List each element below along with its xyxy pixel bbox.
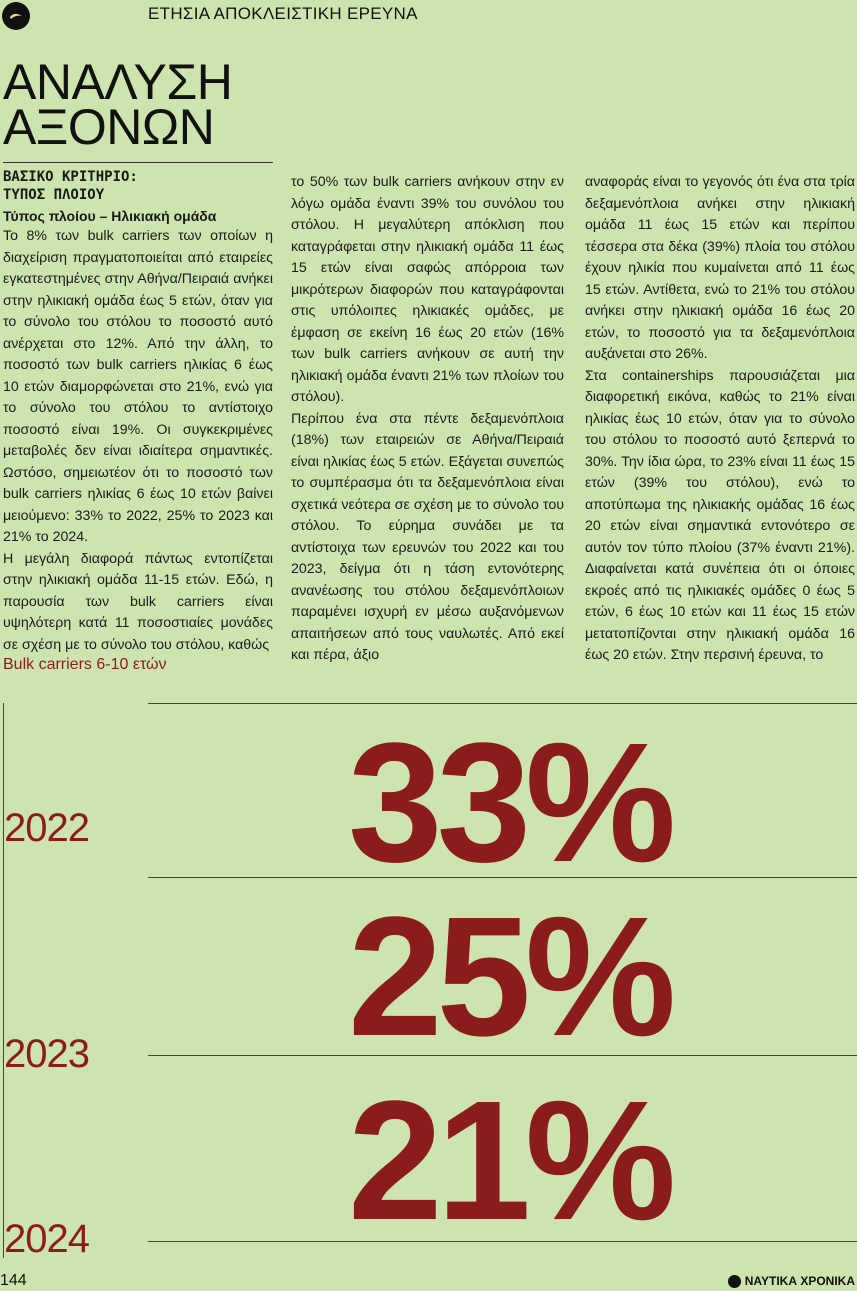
kicker: [3, 168, 273, 204]
article-title-line1: ΑΝΑΛΥΣΗ: [3, 54, 233, 110]
paragraph: Η μεγάλη διαφορά πάντως εντοπίζεται στην ηλικιακή ομάδα 11-15 ετών. Εδώ, η παρουσία των bulk carriers είναι υψηλότερη κατά 11 ποσοστιαίες μονάδες σε σχέση με το σύνολο του στόλου, καθώς: [3, 550, 273, 653]
chart-value-label: 25%: [348, 882, 671, 1072]
text-column-2: [291, 172, 564, 667]
page-number: 144: [0, 1272, 27, 1289]
paragraph: Στα containerships παρουσιάζεται μια διαφορετική εικόνα, καθώς το 21% είναι ηλικίας έως 10 ετών, όταν για το σύνολο του στόλου το ποσοστό αυτό ξεπερνά το 30%. Την ίδια ώρα, το 23% είναι 11 έως 15 ετών (39% του στόλου), ενώ το αποτύπωμα της ηλικιακής ομάδας 16 έως 20 ετών είναι σημαντικά εντονότερο σε αυτόν τον τύπο πλοίου (37% έναντι 21%). Διαφαίνεται κατά συνέπεια ότι οι όποιες εκροές από τις ηλικιακές ομάδες 0 έως 5 ετών, 6 έως 10 ετών και 11 έως 15 ετών μετατοπίζονται στην ηλικιακή ομάδα 16 έως 20 ετών. Στην περσινή έρευνα, το: [585, 367, 855, 663]
paragraph: Περίπου ένα στα πέντε δεξαμενόπλοια (18%) των εταιρειών σε Αθήνα/Πειραιά είναι ηλικίας έως 5 ετών. Εξάγεται συνεπώς το συμπέρασμα ότι τα δεξαμενόπλοια είναι σχετικά νεότερα σε σχέση με το σύνολο του στόλου. Το εύρημα συνάδει με τα αντίστοιχα των ερευνών του 2022 και του 2023, δείγμα ότι η τάση εντονότερης ανανέωσης του στόλου δεξαμενόπλοιων παραμένει ισχυρή εν μέσω αυξανόμενων απαιτήσεων από τους ναυλωτές. Από εκεί και πέρα, άξιο: [291, 410, 564, 663]
subhead: Τύπος πλοίου – Ηλικιακή ομάδα: [3, 208, 217, 224]
brand-name: ΝΑΥΤΙΚΑ ΧΡΟΝΙΚΑ: [744, 1274, 855, 1288]
wave-icon: [8, 8, 24, 24]
text-column-3: [585, 172, 855, 667]
paragraph: το 50% των bulk carriers ανήκουν στην εν λόγω ομάδα έναντι 39% του συνόλου του στόλου. Η μεγαλύτερη απόκλιση που καταγράφεται στην ηλικιακή ομάδα 11 έως 15 ετών είναι σαφώς απόρροια των μικρότερων διαφορών που καταγράφονται στις υπόλοιπες ηλικιακές ομάδες, με έμφαση σε εκείνη 16 έως 20 ετών (16% των bulk carriers ανήκουν σε αυτή την ηλικιακή ομάδα έναντι 21% των πλοίων του στόλου).: [291, 174, 564, 405]
chart-row-divider: [148, 703, 857, 704]
kicker-line2: ΤΥΠΟΣ ΠΛΟΙΟΥ: [3, 187, 105, 203]
title-divider: [3, 162, 273, 163]
chart-value-label: 33%: [348, 708, 671, 898]
article-title-line2: ΑΞΟΝΩΝ: [3, 99, 215, 155]
chart-title: Bulk carriers 6-10 ετών: [3, 656, 167, 673]
chart-year-label: 2023: [4, 1032, 89, 1076]
chart-year-label: 2022: [4, 806, 89, 850]
footer-brand: [728, 1274, 855, 1288]
paragraph: αναφοράς είναι το γεγονός ότι ένα στα τρία δεξαμενόπλοια ανήκει στην ηλικιακή ομάδα 11 έως 15 ετών και περίπου τέσσερα στα δέκα (39%) πλοία του στόλου έχουν ηλικία που κυμαίνεται από 11 έως 15 ετών. Αντίθετα, ενώ το 21% του στόλου ανήκει στην ηλικιακή ομάδα 16 έως 20 ετών, το ποσοστό για τα δεξαμενόπλοια αυξάνεται στο 26%.: [585, 174, 855, 362]
section-header: ΕΤΗΣΙΑ ΑΠΟΚΛΕΙΣΤΙΚΗ ΕΡΕΥΝΑ: [148, 4, 418, 23]
brand-logo-icon: [728, 1275, 741, 1288]
paragraph: Το 8% των bulk carriers των οποίων η διαχείριση πραγματοποιείται από εταιρείες εγκατεστημένες στην Αθήνα/Πειραιά ανήκει στην ηλικιακή ομάδα έως 5 ετών, όταν για το σύνολο του στόλου το ποσοστό αυτό ανέρχεται στο 12%. Από την άλλη, το ποσοστό των bulk carriers ηλικίας 6 έως 10 ετών διαμορφώνεται στο 21%, ενώ για το σύνολο του στόλου το αντίστοιχο ποσοστό είναι 19%. Οι συγκεκριμένες μεταβολές δεν είναι ιδιαίτερα σημαντικές. Ωστόσο, σημειωτέον ότι το ποσοστό των bulk carriers ηλικίας 6 έως 10 ετών βαίνει μειούμενο: 33% το 2022, 25% το 2023 και 21% το 2024.: [3, 228, 273, 545]
chart-value-label: 21%: [348, 1066, 671, 1256]
chart-year-label: 2024: [4, 1217, 89, 1261]
article-title: [3, 54, 233, 155]
kicker-line1: ΒΑΣΙΚΟ ΚΡΙΤΗΡΙΟ:: [3, 169, 138, 185]
text-column-1: [3, 168, 273, 656]
publication-logo-icon: [2, 2, 30, 30]
chart-axis-line: [3, 703, 4, 1258]
